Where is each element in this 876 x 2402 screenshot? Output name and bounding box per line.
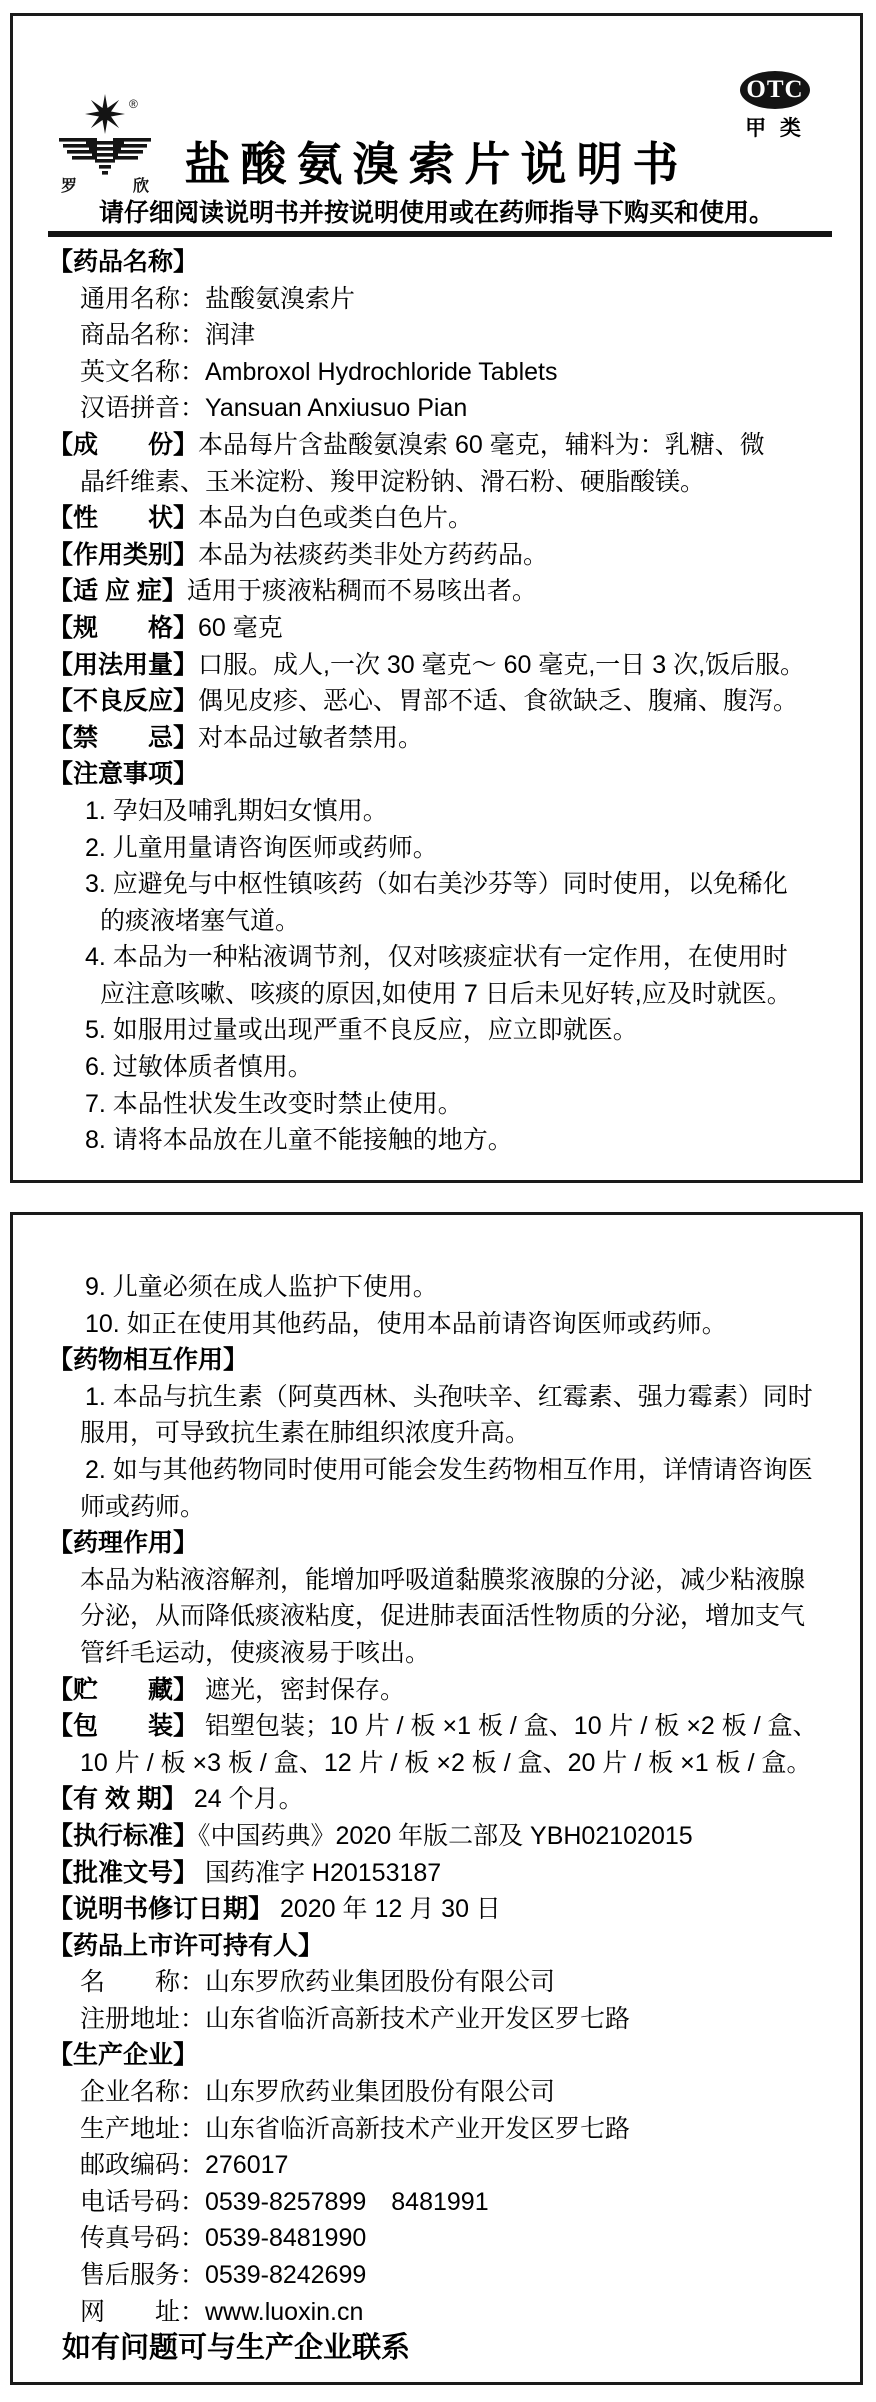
text-line: 【成 份】本品每片含盐酸氨溴索 60 毫克，辅料为：乳糖、微 (48, 430, 765, 459)
section-label: 【作用类别】 (48, 540, 199, 569)
text-line: 10. 如正在使用其他药品，使用本品前请咨询医师或药师。 (85, 1309, 727, 1338)
text-line: 4. 本品为一种粘液调节剂，仅对咳痰症状有一定作用，在使用时 (85, 943, 788, 972)
text-line: 服用，可导致抗生素在肺组织浓度升高。 (80, 1419, 531, 1448)
text-line: 【批准文号】 国药准字 H20153187 (48, 1858, 442, 1887)
text-line (48, 756, 838, 793)
text-line: 【适 应 症】适用于痰液粘稠而不易咳出者。 (48, 577, 537, 606)
text-line: 2. 儿童用量请咨询医师或药师。 (85, 833, 438, 862)
section-label: 【不良反应】 (48, 687, 199, 716)
section-label: 【性 状】 (48, 504, 199, 533)
text-line: 7. 本品性状发生改变时禁止使用。 (85, 1089, 463, 1118)
text-line (48, 1342, 838, 1379)
section-label: 【贮 藏】 (48, 1675, 199, 1704)
text-line: 网 址：www.luoxin.cn (80, 2297, 364, 2326)
text-line: 【有 效 期】 24 个月。 (48, 1785, 304, 1814)
section-label: 【执行标准】 (48, 1821, 199, 1850)
text-line (48, 2037, 838, 2074)
text-line: 生产地址：山东省临沂高新技术产业开发区罗七路 (80, 2114, 631, 2143)
text-line: 1. 孕妇及哺乳期妇女慎用。 (85, 796, 388, 825)
text-line: 汉语拼音：Yansuan Anxiusuo Pian (80, 394, 468, 423)
text-line: 【包 装】 铝塑包装；10 片 / 板 ×1 板 / 盒、10 片 / 板 ×2 板 / 盒、 (48, 1712, 818, 1741)
section-label: 【适 应 症】 (48, 577, 187, 606)
text-line: 3. 应避免与中枢性镇咳药（如右美沙芬等）同时使用，以免稀化 (85, 870, 788, 899)
text-line (48, 1525, 838, 1562)
text-line: 师或药师。 (80, 1492, 206, 1521)
section-label: 【药物相互作用】 (48, 1346, 249, 1375)
header-divider (48, 231, 832, 237)
text-line (48, 244, 838, 281)
text-line: 邮政编码：276017 (80, 2151, 289, 2180)
text-line: 通用名称：盐酸氨溴索片 (80, 284, 356, 313)
text-line: 如有问题可与生产企业联系 (62, 2332, 411, 2365)
text-line: 【贮 藏】 遮光，密封保存。 (48, 1675, 405, 1704)
text-line: 名 称：山东罗欣药业集团股份有限公司 (80, 1968, 556, 1997)
text-line: 6. 过敏体质者慎用。 (85, 1053, 313, 1082)
section-label: 【禁 忌】 (48, 723, 199, 752)
section-label: 【批准文号】 (48, 1858, 199, 1887)
text-line: 企业名称：山东罗欣药业集团股份有限公司 (80, 2078, 556, 2107)
section-label: 【药理作用】 (48, 1529, 199, 1558)
section-label: 【包 装】 (48, 1712, 199, 1741)
section-label: 【说明书修订日期】 (48, 1895, 274, 1924)
text-line: 注册地址：山东省临沂高新技术产业开发区罗七路 (80, 2004, 631, 2033)
section-label: 【药品名称】 (48, 248, 199, 276)
section-label: 【用法用量】 (48, 650, 199, 679)
text-line: 9. 儿童必须在成人监护下使用。 (85, 1273, 438, 1301)
text-line: 【用法用量】口服。成人,一次 30 毫克～ 60 毫克,一日 3 次,饭后服。 (48, 650, 806, 679)
text-line: 传真号码：0539-8481990 (80, 2224, 367, 2253)
text-line: 英文名称：Ambroxol Hydrochloride Tablets (80, 357, 558, 386)
otc-class-label: 甲 类 (745, 117, 805, 140)
text-line: 【性 状】本品为白色或类白色片。 (48, 504, 474, 533)
text-line (48, 1928, 838, 1965)
leaflet-upper-panel (10, 13, 863, 1183)
text-line: 【作用类别】本品为祛痰药类非处方药药品。 (48, 540, 549, 569)
text-line: 8. 请将本品放在儿童不能接触的地方。 (85, 1126, 513, 1155)
text-line: 商品名称：润津 (80, 321, 256, 350)
text-line: 【执行标准】《中国药典》2020 年版二部及 YBH02102015 (48, 1821, 693, 1850)
section-label: 【生产企业】 (48, 2041, 199, 2070)
upper-panel-content (48, 244, 838, 1159)
text-line: 【不良反应】偶见皮疹、恶心、胃部不适、食欲缺乏、腹痛、腹泻。 (48, 687, 799, 716)
text-line: 售后服务：0539-8242699 (80, 2261, 367, 2290)
otc-badge (740, 71, 810, 142)
read-instructions-subtitle: 请仔细阅读说明书并按说明使用或在药师指导下购买和使用。 (98, 199, 774, 227)
section-label: 【注意事项】 (48, 760, 199, 789)
text-line: 电话号码：0539-8257899 8481991 (80, 2187, 489, 2216)
text-line: 应注意咳嗽、咳痰的原因,如使用 7 日后未见好转,应及时就医。 (100, 979, 792, 1008)
section-label: 【有 效 期】 (48, 1785, 187, 1814)
page-title: 盐酸氨溴索片说明书 (184, 138, 689, 190)
brand-char-left: 罗 (61, 178, 78, 195)
text-line: 晶纤维素、玉米淀粉、羧甲淀粉钠、滑石粉、硬脂酸镁。 (80, 467, 706, 496)
text-line: 【规 格】60 毫克 (48, 613, 283, 642)
text-line: 本品为粘液溶解剂，能增加呼吸道黏膜浆液腺的分泌，减少粘液腺 (80, 1565, 806, 1594)
brand-char-right: 欣 (133, 178, 150, 195)
text-line: 管纤毛运动，使痰液易于咳出。 (80, 1638, 431, 1667)
text-line: 5. 如服用过量或出现严重不良反应，应立即就医。 (85, 1016, 638, 1045)
section-label: 【药品上市许可持有人】 (48, 1931, 324, 1960)
lower-panel-content (13, 1215, 860, 2367)
section-label: 【规 格】 (48, 613, 199, 642)
registered-trademark-mark: ® (129, 97, 138, 111)
text-line: 10 片 / 板 ×3 板 / 盒、12 片 / 板 ×2 板 / 盒、20 片 / 板 ×1 板 / 盒。 (80, 1748, 812, 1777)
text-line: 【禁 忌】对本品过敏者禁用。 (48, 723, 424, 752)
text-line: 1. 本品与抗生素（阿莫西林、头孢呋辛、红霉素、强力霉素）同时 (85, 1382, 813, 1411)
otc-ellipse-label: OTC (740, 71, 810, 109)
leaflet-lower-panel (10, 1212, 863, 2385)
text-line: 2. 如与其他药物同时使用可能会发生药物相互作用，详情请咨询医 (85, 1455, 813, 1484)
section-label: 【成 份】 (48, 430, 199, 459)
text-line: 分泌，从而降低痰液粘度，促进肺表面活性物质的分泌，增加支气 (80, 1602, 806, 1631)
text-line: 【说明书修订日期】 2020 年 12 月 30 日 (48, 1895, 501, 1924)
text-line: 的痰液堵塞气道。 (100, 906, 301, 935)
